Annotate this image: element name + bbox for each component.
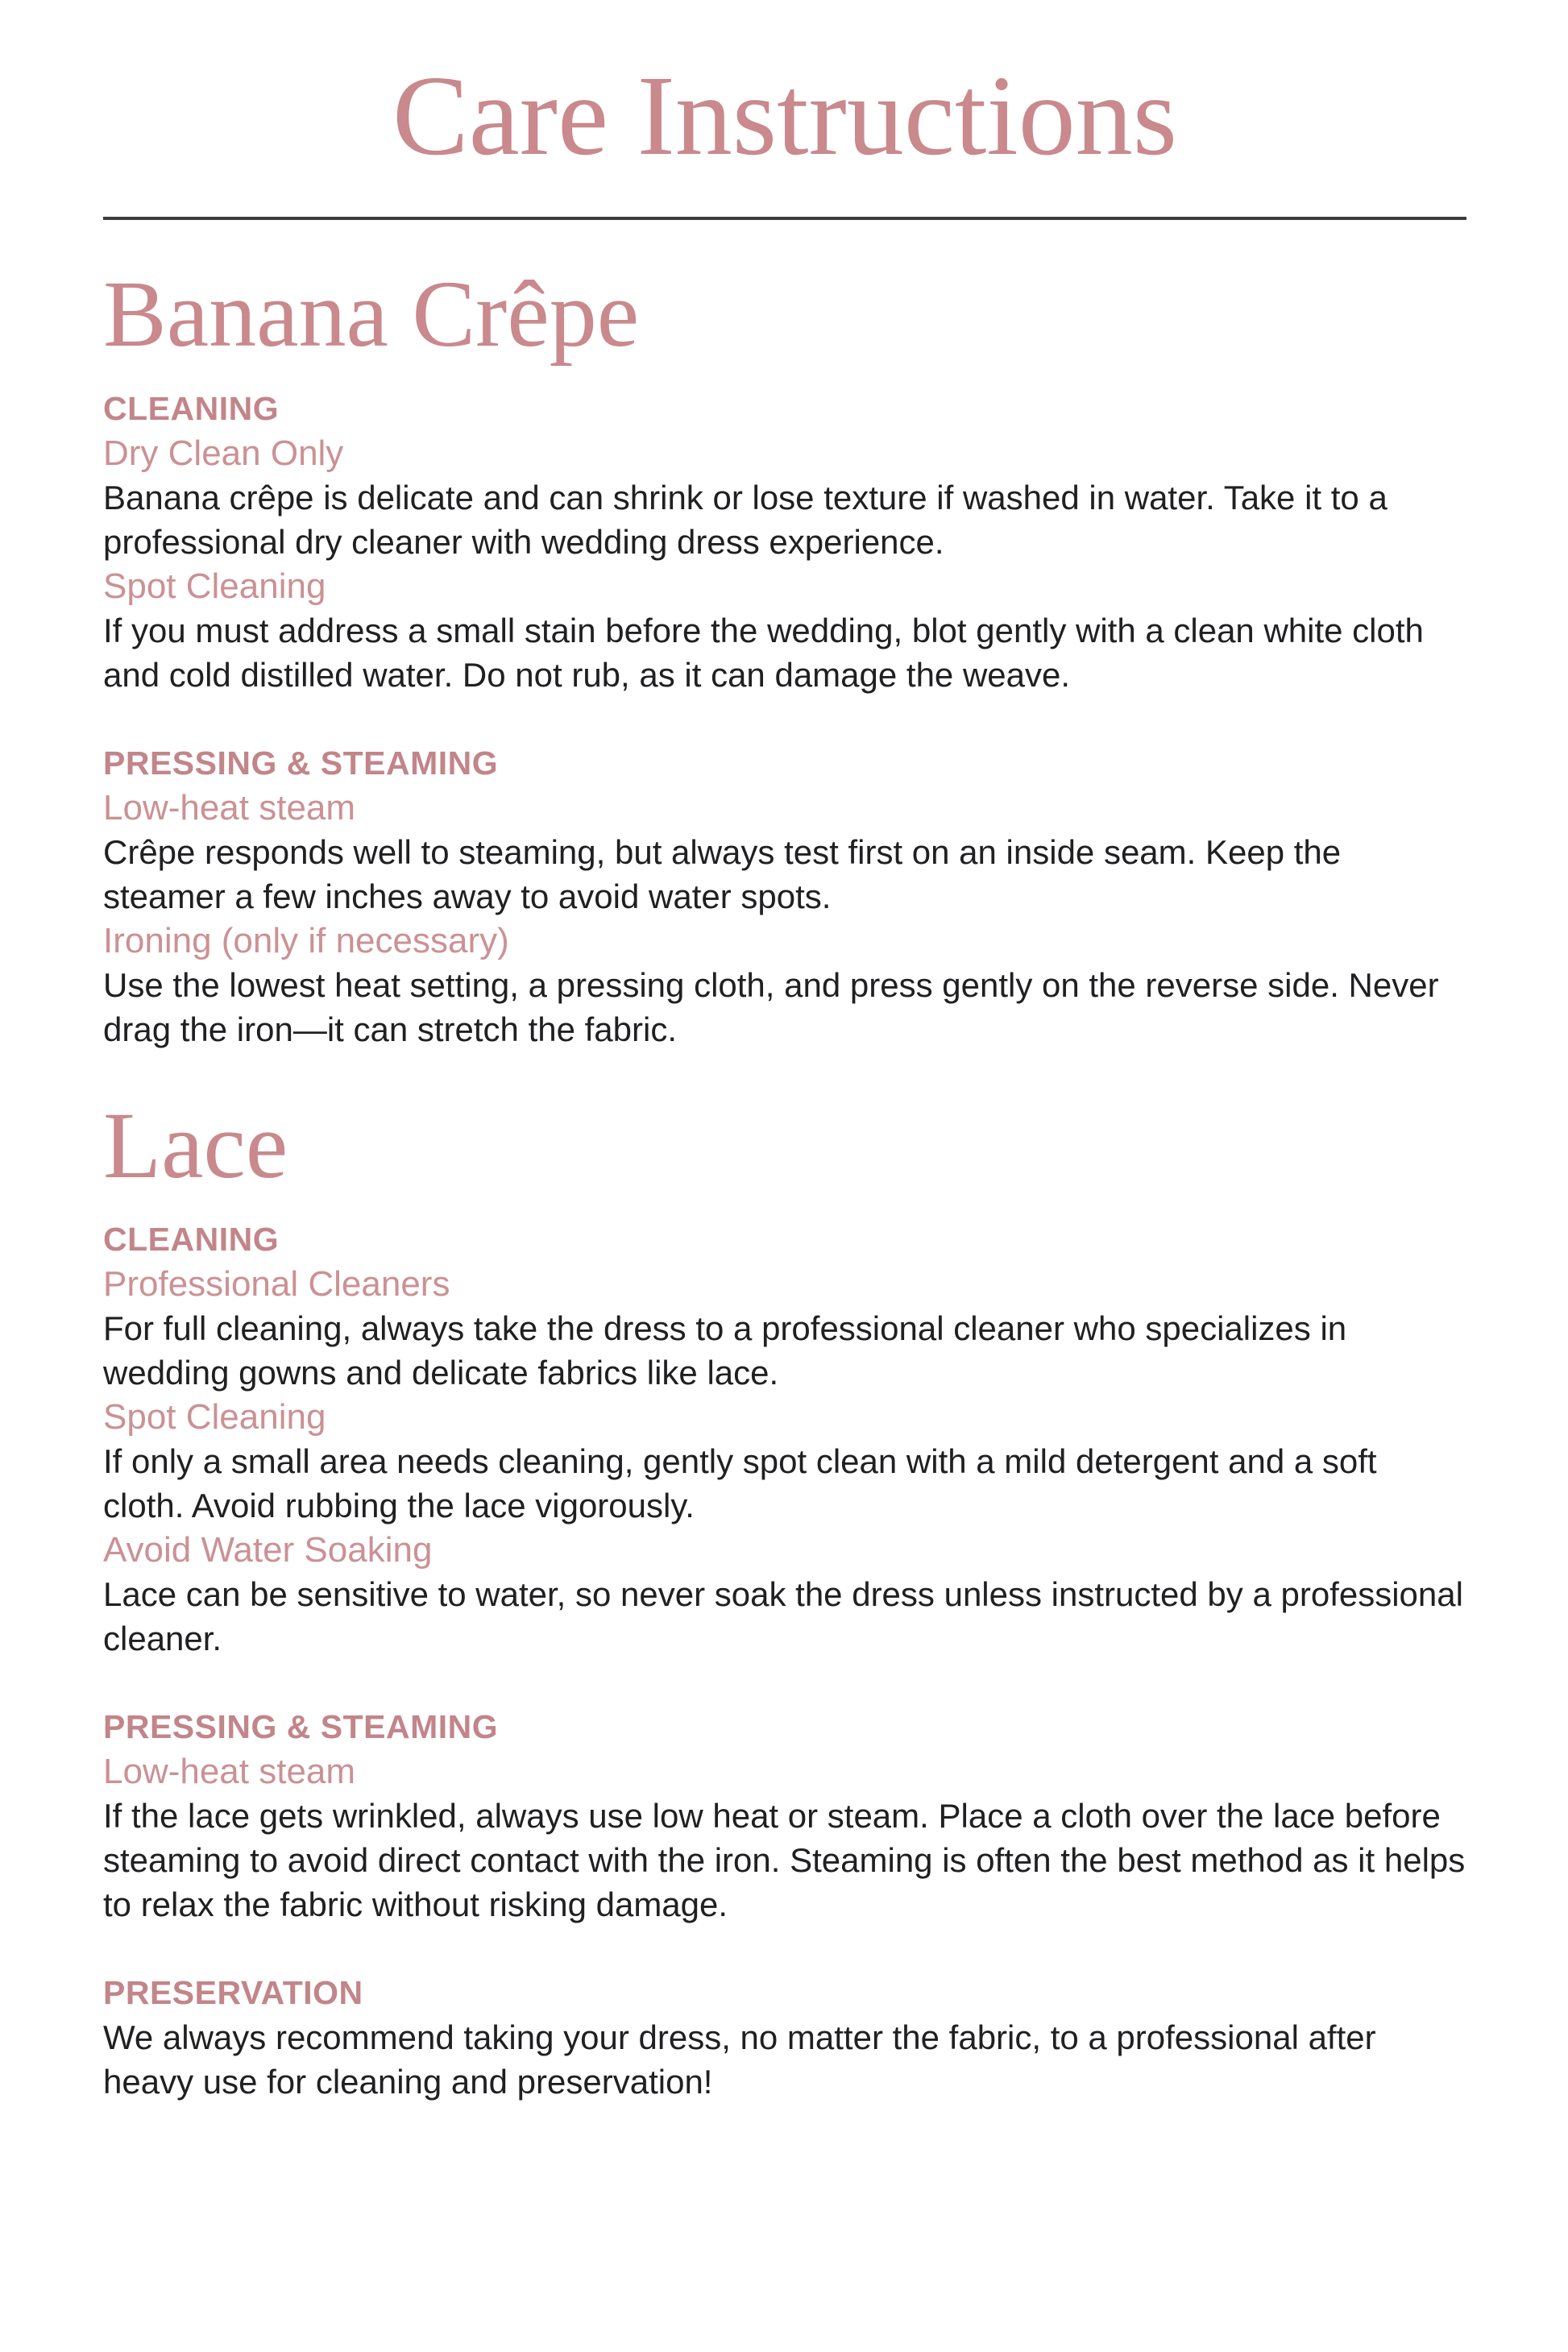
group-header: PRESERVATION <box>103 1974 363 2012</box>
care-item <box>103 2015 1466 2104</box>
group-pressing-steaming <box>103 1705 1466 1927</box>
section-heading: Lace <box>103 1092 288 1198</box>
group-header: CLEANING <box>103 1221 280 1259</box>
paragraph: For full cleaning, always take the dress to a professional cleaner who specializes in wedding gowns and delicate fabrics like lace. <box>103 1309 1347 1392</box>
paragraph: We always recommend taking your dress, no matter the fabric, to a professional after heavy use for cleaning and preservation! <box>103 2018 1376 2101</box>
group-cleaning <box>103 1217 1466 1661</box>
care-item <box>103 1395 1466 1528</box>
group-preservation <box>103 1971 1466 2104</box>
group-cleaning <box>103 387 1466 697</box>
group-header: CLEANING <box>103 389 280 427</box>
item-label: Professional Cleaners <box>103 1264 450 1305</box>
item-label: Spot Cleaning <box>103 566 326 606</box>
item-label: Low-heat steam <box>103 787 356 828</box>
paragraph: Use the lowest heat setting, a pressing cloth, and press gently on the reverse side. Never drag the iron—it can stretch the fabric. <box>103 965 1439 1048</box>
section-banana-crepe <box>103 261 1466 1052</box>
paragraph: If you must address a small stain before the wedding, blot gently with a clean white cloth and cold distilled water. Do not rub, as it can damage the weave. <box>103 611 1424 694</box>
page-title: Care Instructions <box>392 52 1178 179</box>
paragraph: If the lace gets wrinkled, always use low heat or steam. Place a cloth over the lace before steaming to avoid direct contact with the iron. Steaming is often the best method as it helps to relax the fabric without risking damage. <box>103 1797 1466 1924</box>
care-item <box>103 786 1466 919</box>
group-header: PRESSING & STEAMING <box>103 744 499 782</box>
item-label: Spot Cleaning <box>103 1397 326 1437</box>
section-heading: Banana Crêpe <box>103 261 640 367</box>
paragraph: Banana crêpe is delicate and can shrink or lose texture if washed in water. Take it to a professional dry cleaner with wedding dress experience. <box>103 478 1388 561</box>
care-item <box>103 919 1466 1052</box>
item-label: Low-heat steam <box>103 1752 356 1792</box>
care-item <box>103 1262 1466 1395</box>
paragraph: Crêpe responds well to steaming, but always test first on an inside seam. Keep the steamer a few inches away to avoid water spots. <box>103 832 1342 915</box>
section-lace <box>103 1092 1466 2105</box>
paragraph: Lace can be sensitive to water, so never soak the dress unless instructed by a professional cleaner. <box>103 1575 1463 1658</box>
care-item <box>103 1528 1466 1661</box>
care-item <box>103 1749 1466 1927</box>
item-label: Avoid Water Soaking <box>103 1530 433 1570</box>
item-label: Ironing (only if necessary) <box>103 920 509 960</box>
care-item <box>103 564 1466 697</box>
divider <box>103 217 1466 220</box>
care-item <box>103 431 1466 564</box>
paragraph: If only a small area needs cleaning, gently spot clean with a mild detergent and a soft cloth. Avoid rubbing the lace vigorously. <box>103 1442 1377 1525</box>
item-label: Dry Clean Only <box>103 433 344 473</box>
group-pressing-steaming <box>103 741 1466 1052</box>
group-header: PRESSING & STEAMING <box>103 1708 499 1746</box>
